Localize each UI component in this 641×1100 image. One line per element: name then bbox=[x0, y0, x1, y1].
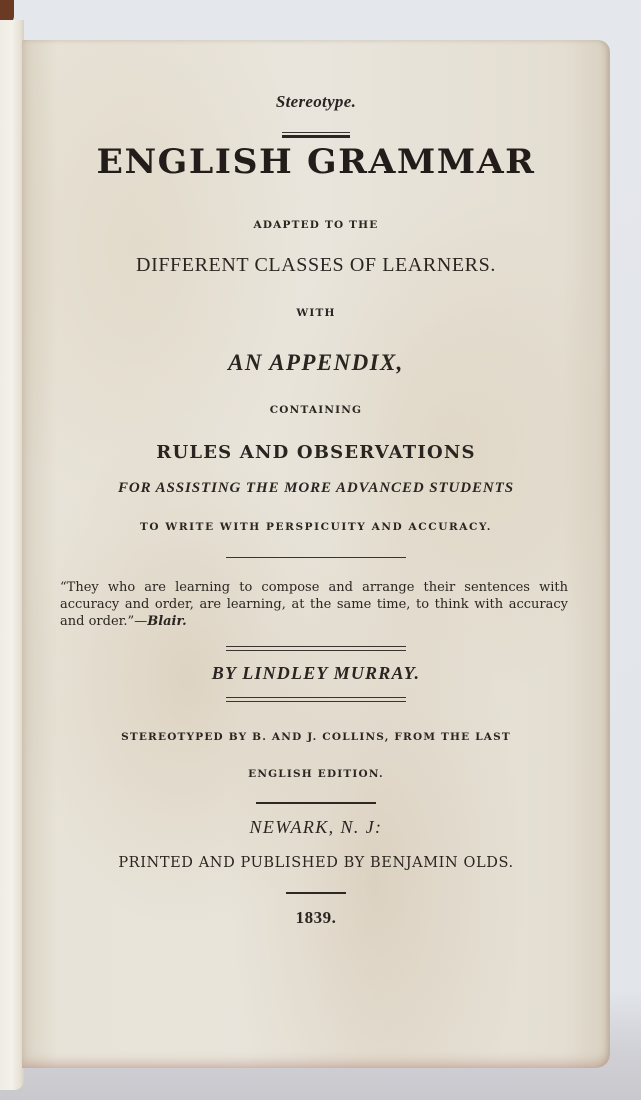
separator-rule bbox=[256, 802, 376, 804]
stereotyped-by-line: STEREOTYPED BY B. AND J. COLLINS, FROM THE LAST bbox=[121, 731, 511, 743]
publisher-line: PRINTED AND PUBLISHED BY BENJAMIN OLDS. bbox=[118, 855, 514, 871]
double-rule bbox=[226, 697, 406, 702]
book-title: ENGLISH GRAMMAR bbox=[96, 142, 536, 182]
stereotype-label: Stereotype. bbox=[275, 92, 357, 111]
title-page bbox=[22, 40, 610, 1068]
assisting-line: FOR ASSISTING THE MORE ADVANCED STUDENTS bbox=[118, 480, 514, 496]
epigraph-author: Blair. bbox=[147, 614, 187, 629]
edition-line: ENGLISH EDITION. bbox=[248, 768, 384, 780]
author-byline: BY LINDLEY MURRAY. bbox=[211, 663, 421, 683]
adapted-to-line: ADAPTED TO THE bbox=[253, 219, 379, 231]
publication-place: NEWARK, N. J: bbox=[249, 817, 383, 837]
rules-heading: RULES AND OBSERVATIONS bbox=[156, 442, 476, 463]
containing-line: CONTAINING bbox=[269, 404, 363, 416]
with-line: WITH bbox=[296, 307, 336, 319]
title-page-content bbox=[22, 40, 610, 1068]
subtitle-classes: DIFFERENT CLASSES OF LEARNERS. bbox=[136, 254, 496, 276]
appendix-heading: AN APPENDIX, bbox=[228, 350, 404, 375]
epigraph-text: “They who are learning to compose and arrange their sentences with accuracy and order, are learning, at the same time, to think with accuracy and order.”— bbox=[60, 580, 568, 629]
epigraph bbox=[60, 579, 568, 630]
separator-rule bbox=[226, 557, 406, 558]
double-rule bbox=[226, 646, 406, 651]
publication-year: 1839. bbox=[295, 908, 337, 927]
ornamental-rule bbox=[282, 132, 350, 138]
to-write-line: TO WRITE WITH PERSPICUITY AND ACCURACY. bbox=[140, 521, 492, 533]
separator-rule bbox=[286, 892, 346, 894]
